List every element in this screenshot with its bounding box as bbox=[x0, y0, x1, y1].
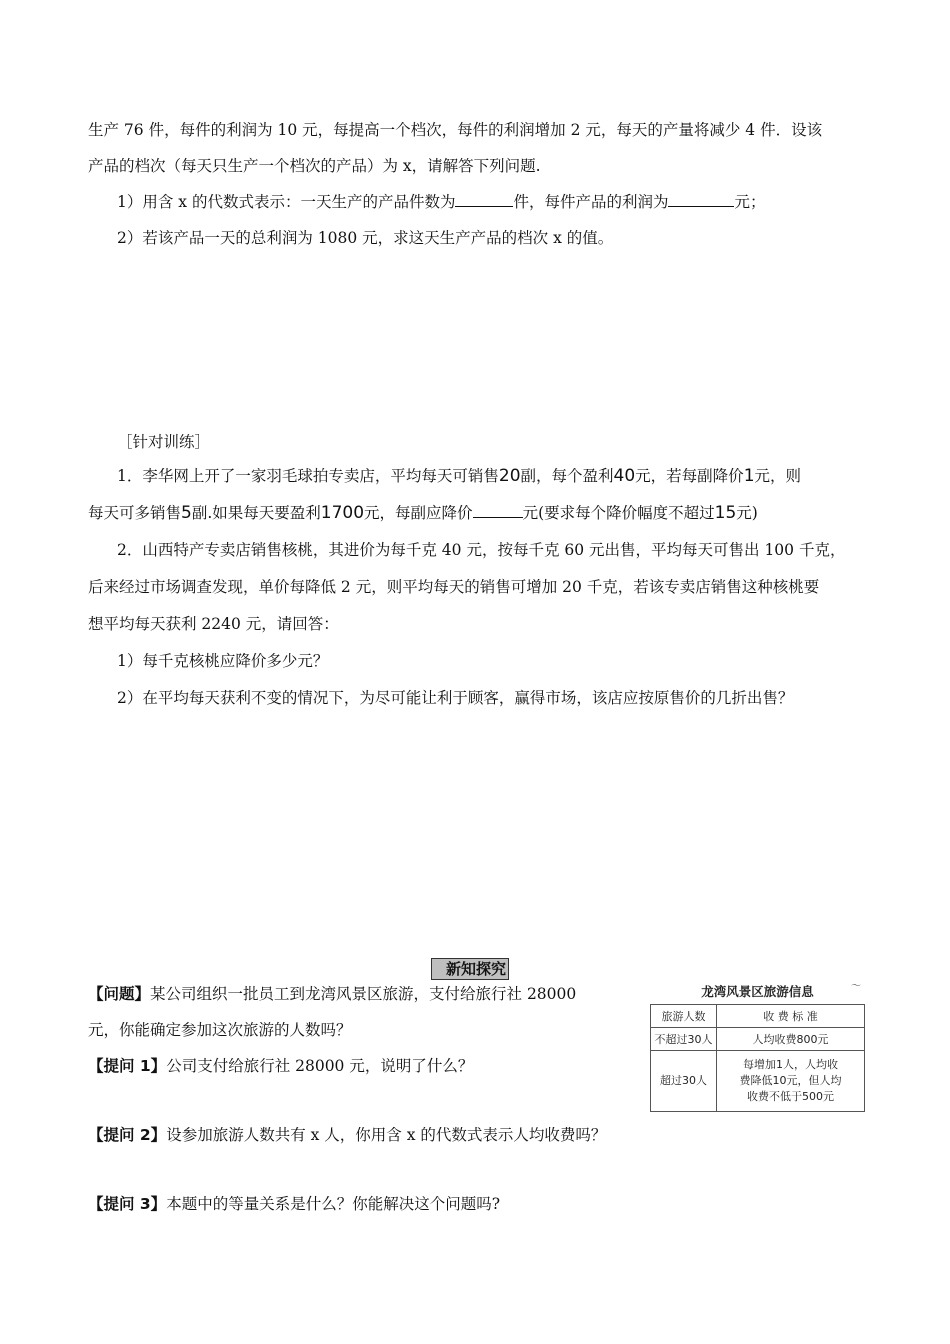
number: 40 bbox=[613, 466, 636, 486]
text: 副，每个盈利 bbox=[520, 467, 614, 485]
text: 元，则 bbox=[754, 467, 802, 485]
text: 元(要求每个降价幅度不超过 bbox=[522, 504, 715, 522]
row-value bbox=[717, 1051, 865, 1112]
value-line: 每增加1人，人均收 bbox=[743, 1058, 838, 1071]
info-table-title: 龙湾风景区旅游信息 bbox=[701, 984, 814, 999]
text: 元，每副应降价 bbox=[364, 504, 473, 522]
ask-text: 设参加旅游人数共有 x 人，你用含 x 的代数式表示人均收费吗？ bbox=[166, 1126, 607, 1144]
row-value: 人均收费800元 bbox=[717, 1028, 865, 1051]
ask-text: 本题中的等量关系是什么？你能解决这个问题吗? bbox=[166, 1195, 500, 1213]
training-heading: ［针对训练］ bbox=[117, 433, 211, 451]
question-2: 2）若该产品一天的总利润为 1080 元，求这天生产产品的档次 x 的值。 bbox=[117, 229, 614, 247]
answer-blank bbox=[668, 192, 734, 207]
text: 1．李华网上开了一家羽毛球拍专卖店，平均每天可销售 bbox=[117, 467, 499, 485]
text: 每天可多销售 bbox=[88, 504, 182, 522]
ask-label: 【提问 1】 bbox=[88, 1057, 167, 1075]
number: 1 bbox=[743, 466, 755, 486]
problem-text-line: 生产 76 件，每件的利润为 10 元，每提高一个档次，每件的利润增加 2 元，每天的产量将减少 4 件．设该 bbox=[88, 121, 823, 139]
ask-2 bbox=[88, 1125, 606, 1145]
text: 副.如果每天要盈利 bbox=[191, 504, 321, 522]
text: 元，若每副降价 bbox=[635, 467, 744, 485]
section-title: 新知探究 bbox=[431, 958, 509, 980]
row-label: 超过30人 bbox=[651, 1051, 717, 1112]
ask-label: 【提问 3】 bbox=[88, 1195, 167, 1213]
training-problem-2-line: 想平均每天获利 2240 元，请回答： bbox=[88, 615, 339, 633]
question-1 bbox=[117, 192, 766, 212]
training-problem-1-line bbox=[88, 503, 758, 523]
text: 元) bbox=[736, 504, 758, 522]
ask-1 bbox=[88, 1056, 473, 1076]
answer-blank bbox=[473, 503, 523, 518]
problem-label: 【问题】 bbox=[88, 985, 151, 1003]
header-cell: 收 费 标 准 bbox=[717, 1005, 865, 1028]
row-label: 不超过30人 bbox=[651, 1028, 717, 1051]
number: 15 bbox=[714, 503, 737, 523]
explore-problem-line: 元，你能确定参加这次旅游的人数吗？ bbox=[88, 1021, 352, 1039]
q1-text: 1）用含 x 的代数式表示：一天生产的产品件数为 bbox=[117, 193, 456, 211]
table-row bbox=[651, 1051, 865, 1112]
ask-3 bbox=[88, 1194, 500, 1214]
training-problem-2-line: 后来经过市场调查发现，单价每降低 2 元，则平均每天的销售可增加 20 千克，若该专卖店销售这种核桃要 bbox=[88, 578, 820, 596]
training-problem-1-line bbox=[117, 466, 801, 486]
fee-table bbox=[650, 1004, 865, 1112]
q1-text: 件，每件产品的利润为 bbox=[513, 193, 669, 211]
header-cell: 旅游人数 bbox=[651, 1005, 717, 1028]
value-line: 收费不低于500元 bbox=[747, 1090, 834, 1103]
number: 5 bbox=[181, 503, 192, 523]
ask-text: 公司支付给旅行社 28000 元，说明了什么？ bbox=[166, 1057, 474, 1075]
training-problem-2-line: 2．山西特产专卖店销售核桃，其进价为每千克 40 元，按每千克 60 元出售，平均每天可售出 100 千克， bbox=[117, 541, 846, 559]
tourism-info-table bbox=[650, 980, 865, 1132]
explore-problem-line bbox=[88, 984, 576, 1004]
table-row bbox=[651, 1028, 865, 1051]
answer-blank bbox=[455, 192, 513, 207]
training-problem-2-question-1: 1）每千克核桃应降价多少元？ bbox=[117, 652, 329, 670]
corner-mark-icon: 〜 bbox=[851, 981, 861, 992]
training-problem-2-question-2: 2）在平均每天获利不变的情况下，为尽可能让利于顾客，赢得市场，该店应按原售价的几折出售？ bbox=[117, 689, 794, 707]
q1-text: 元； bbox=[734, 193, 766, 211]
number: 20 bbox=[498, 466, 521, 486]
ask-label: 【提问 2】 bbox=[88, 1126, 167, 1144]
number: 1700 bbox=[320, 503, 365, 523]
problem-text: 某公司组织一批员工到龙湾风景区旅游，支付给旅行社 28000 bbox=[150, 985, 577, 1003]
table-header-row bbox=[651, 1005, 865, 1028]
problem-text-line: 产品的档次（每天只生产一个档次的产品）为 x，请解答下列问题. bbox=[88, 157, 541, 175]
value-line: 费降低10元，但人均 bbox=[739, 1074, 842, 1087]
